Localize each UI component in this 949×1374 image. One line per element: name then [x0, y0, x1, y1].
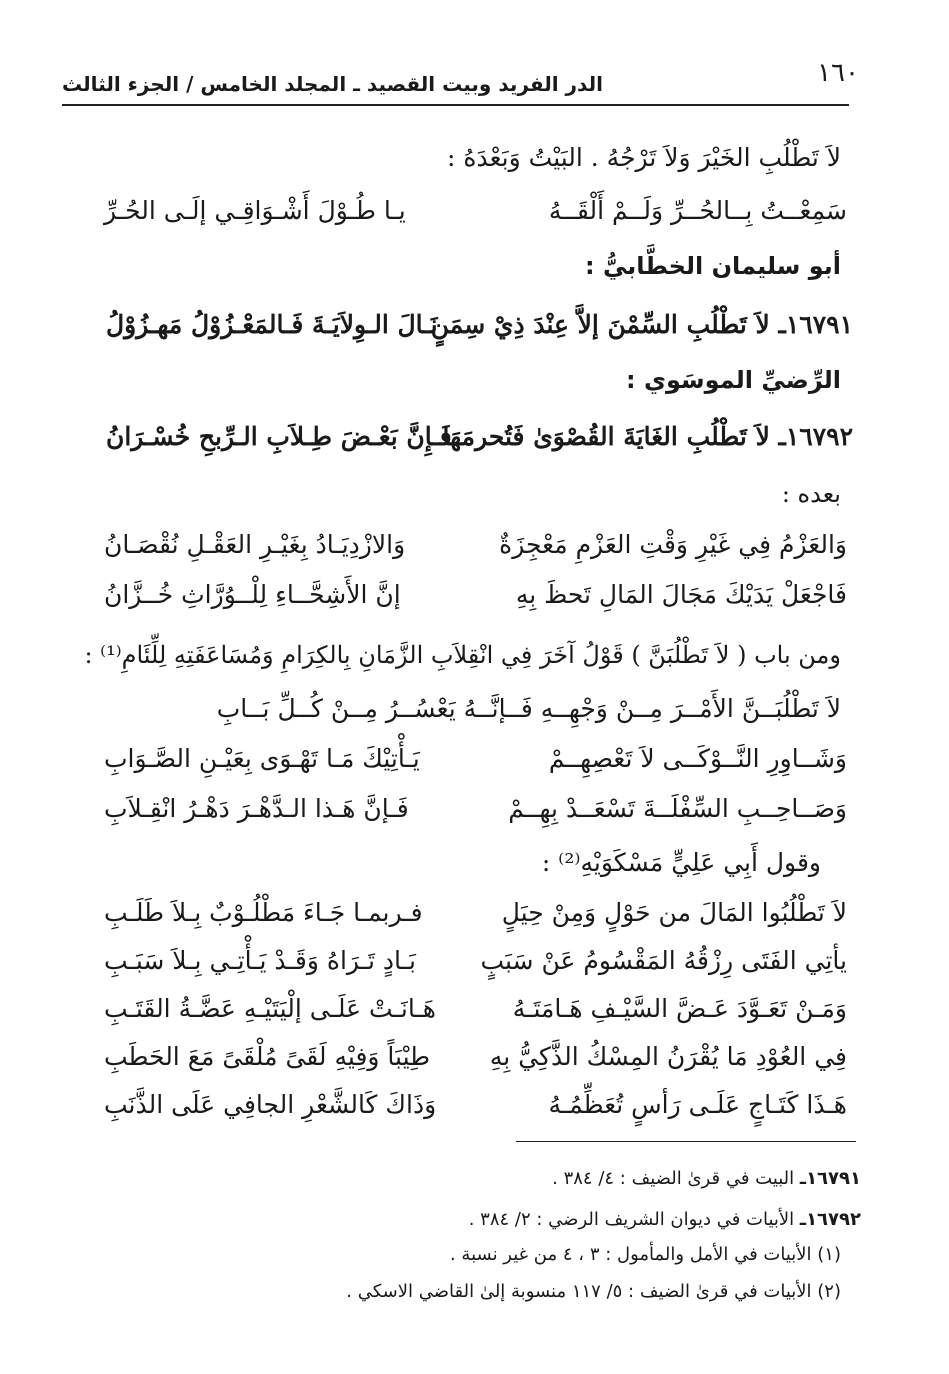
verse-second-hemistich: وَالازْدِيَـادُ بِغَيْـرِ العَقْـلِ نُقْصَـانُ	[104, 530, 406, 559]
verse-line	[104, 530, 847, 570]
verse-line	[104, 1042, 847, 1082]
footnote-text: الأبيات في الأمل والمأمول : ٣ ، ٤ من غير نسبة .	[449, 1244, 812, 1265]
verse-first-hemistich: وَالعَزْمُ فِي غَيْرِ وَقْتِ العَزْمِ مَعْجِزَةٌ	[499, 530, 847, 559]
page-header	[62, 52, 859, 102]
verse-second-hemistich: وَذَاكَ كَالشَّعْرِ الجافِي عَلَى الذَّنَبِ	[104, 1090, 437, 1119]
page-number: ١٦٠	[817, 58, 859, 88]
poet-name: أبو سليمان الخطَّابيُّ :	[585, 252, 841, 280]
poet-intro: وقول أَبِي عَلِيٍّ مَسْكَوَيْهِ⁽²⁾ :	[541, 848, 821, 877]
intro-line: لاَ تَطْلُبِ الخَيْرَ وَلاَ تَرْجُهُ . البَيْتُ وَبَعْدَهُ :	[447, 143, 841, 172]
verse-second-hemistich: هَـانَـتْ عَلَـى إلْيَتَيْـهِ عَضَّـةُ القَتَـبِ	[104, 994, 436, 1023]
verse-line	[104, 946, 847, 986]
verse-second-hemistich: نَـالَ الـوِلاَيَـةَ فَـالمَعْـزُوْلُ مَهـزُوْلُ	[106, 310, 438, 339]
footnote-number: (٢)	[817, 1281, 841, 1302]
footnote-number: ١٦٧٩١ـ	[799, 1168, 861, 1189]
poet-name: الرِّضيِّ الموسَوي :	[626, 366, 841, 394]
verse-first-hemistich: وَمَـنْ تَعَـوَّدَ عَـضَّ السَّيْـفِ هَـامَتَـهُ	[512, 994, 847, 1023]
verse-line	[104, 580, 847, 620]
after-label: بعده :	[781, 480, 841, 508]
verse-first-hemistich: فِي العُوْدِ مَا يُقْرَنُ المِسْكُ الذَّكِيُّ بِهِ	[489, 1042, 847, 1071]
verse-first-hemistich: لاَ تَطْلُبُوا المَالَ من حَوْلٍ وَمِنْ حِيَلٍ	[501, 898, 847, 927]
verse-first-hemistich: سَمِعْــتُ بِــالحُــرِّ وَلَــمْ أَلْقَــهُ	[548, 196, 847, 225]
verse-second-hemistich: يَـأْتِيْكَ مَـا تَهْـوَى بِعَيْـنِ الصَّـوَابِ	[104, 744, 420, 773]
footnote	[552, 1168, 861, 1189]
verse-line	[104, 898, 847, 938]
chapter-heading: ومن باب ( لاَ تَطْلُبَنَّ ) قَوْلُ آخَرَ فِي انْقِلاَبِ الزَّمَانِ بِالكِرَامِ وَمُسَاعَفَتِهِ لِلِّئَامِ⁽¹⁾ :	[84, 641, 841, 669]
verse-second-hemistich: يـا طُـوْلَ أَشْـوَاقِـي إلَـى الحُـرِّ	[104, 196, 406, 225]
verse-second-hemistich: فَـإنَّ هَـذا الـدَّهْـرَ دَهْـرُ انْقِـلاَبِ	[104, 794, 409, 823]
footnote-text: الأبيات في ديوان الشريف الرضي : ٢/ ٣٨٤ .	[468, 1209, 795, 1230]
verse-first-hemistich: فَاجْعَلْ يَدَيْكَ مَجَالَ المَالِ تَحظَ بِهِ	[515, 580, 847, 609]
verse-second-hemistich: فَـإِنَّ بَعْـضَ طِـلاَبِ الـرِّبحِ خُسْـرَانُ	[106, 422, 452, 451]
footnote-text: الأبيات في قرىٰ الضيف : ٥/ ١١٧ منسوبة إلىٰ القاضي الاسكي .	[346, 1281, 812, 1302]
numbered-verse	[106, 422, 853, 462]
verse-second-hemistich: فـربمـا جَـاءَ مَطْلُـوْبٌ بِـلاَ طَلَـبِ	[104, 898, 423, 927]
verse-first-hemistich: وَصَــاحِــبِ السِّفْلَــةَ تَسْعَــدْ بِهِــمْ	[508, 794, 847, 823]
verse-line	[104, 744, 847, 784]
running-title: الدر الفريد وبيت القصيد ـ المجلد الخامس / الجزء الثالث	[62, 72, 603, 96]
footnote	[346, 1281, 841, 1302]
verse-line	[104, 794, 847, 834]
verse-second-hemistich: طِيْبَاً وَفِيْهِ لَقَىً مُلْقَىً مَعَ الحَطَبِ	[104, 1042, 431, 1071]
verse-first-hemistich: هَـذَا كَتَـاجٍ عَلَـى رَأسٍ تُعَظِّمُـهُ	[548, 1090, 847, 1119]
footnote-text: البيت في قرىٰ الضيف : ٤/ ٣٨٤ .	[552, 1168, 795, 1189]
verse-second-hemistich: إنَّ الأَشِحَّــاءِ لِلْــوُرَّاثِ خُــزَّانُ	[104, 580, 401, 609]
verse-first-hemistich: ١٦٧٩١ـ لاَ تَطْلُبِ السِّمْنَ إلاَّ عِنْدَ ذِيْ سِمَنٍ	[430, 310, 853, 339]
verse-first-hemistich: ١٦٧٩٢ـ لاَ تَطْلُبِ الغَايَةَ القُصْوَىٰ فَتُحرمَهَا	[442, 422, 853, 451]
footnote-rule	[516, 1141, 856, 1142]
verse-line	[104, 196, 847, 236]
footnote	[450, 1244, 841, 1265]
footnote	[469, 1209, 861, 1230]
footnote-number: ١٦٧٩٢ـ	[799, 1209, 861, 1230]
footnote-number: (١)	[817, 1244, 841, 1265]
verse-second-hemistich: بَـادٍ تَـرَاهُ وَقَـدْ يَـأْتِـي بِـلاَ سَبَـبِ	[104, 946, 416, 975]
verse-line	[104, 994, 847, 1034]
verse-first-hemistich: يأتِي الفَتَى رِزْقُهُ المَقْسُومُ عَنْ سَبَبٍ	[480, 946, 847, 975]
header-rule	[62, 104, 849, 106]
verse-line	[104, 1090, 847, 1130]
verse-first-hemistich: وَشَــاوِرِ النَّــوْكَــى لاَ تَعْصِهِــمْ	[548, 744, 847, 773]
numbered-verse	[106, 310, 853, 350]
full-verse-line: لاَ تَطْلُبَــنَّ الأَمْــرَ مِــنْ وَجْهِــهِ فَــإنَّــهُ يَعْسُــرُ مِــنْ كُــلِّ بَــابِ	[216, 694, 841, 723]
